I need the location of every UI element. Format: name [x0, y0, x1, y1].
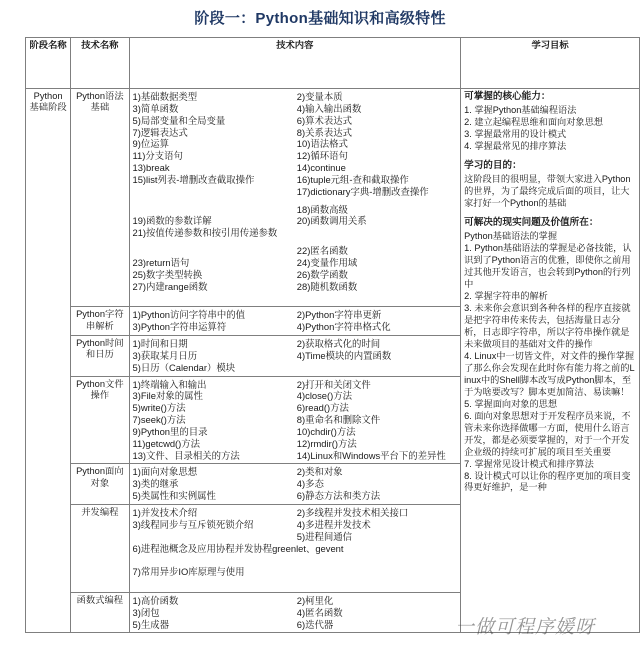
- content-item: 14)Linux和Windows平台下的差异性: [296, 449, 446, 461]
- tech-content-cell: [129, 376, 461, 464]
- content-item: 5)类属性和实例属性: [132, 490, 216, 502]
- content-item-grid: [133, 309, 458, 333]
- tech-name-cell: Python面向对象: [71, 464, 129, 505]
- goal-heading: 可解决的现实问题及价值所在：: [464, 217, 599, 229]
- content-item: 2)类和对象: [296, 466, 343, 478]
- content-item-blank: [297, 362, 457, 374]
- content-item: 1)时间和日期: [132, 338, 188, 350]
- content-item: 3)Python字符串运算符: [132, 321, 227, 333]
- table-header: [26, 38, 640, 89]
- content-item: 8)重命名和删除文件: [296, 414, 381, 426]
- content-item: 10)chdir()方法: [296, 425, 356, 437]
- content-item: 5)生成器: [132, 618, 169, 630]
- content-item: 7)常用异步IO库原理与使用: [132, 566, 245, 578]
- content-item: 11)getcwd()方法: [132, 437, 201, 449]
- content-item: 6)静态方法和类方法: [296, 490, 381, 502]
- tech-name-cell: Python时间和日历: [71, 336, 129, 377]
- content-item: 10)语法格式: [296, 138, 348, 150]
- goal-paragraph: 1. 掌握Python基础编程语法: [464, 105, 577, 116]
- content-item: 6)算术表达式: [296, 114, 353, 126]
- goal-paragraph: 7. 掌握常见设计模式和排序算法: [464, 458, 594, 469]
- page-title: 阶段一：Python基础知识和高级特性: [194, 10, 446, 27]
- content-item: 23)return语句: [132, 256, 190, 268]
- content-item: 25)数字类型转换: [132, 268, 203, 280]
- content-item: 16)tuple元组-查和截取操作: [296, 173, 409, 185]
- content-item: 4)匿名函数: [296, 606, 343, 618]
- learning-goal-cell: [461, 89, 640, 633]
- content-item: 4)Time模块的内置函数: [296, 349, 392, 361]
- content-item: 1)并发技术介绍: [132, 507, 198, 518]
- goal-paragraph: 2. 建立起编程思维和面向对象思想: [464, 117, 603, 128]
- content-item: 6)进程池概念及应用协程并发协程greenlet、gevent: [132, 542, 344, 554]
- stage-name-cell: Python基础阶段: [26, 89, 71, 633]
- curriculum-table: [25, 37, 640, 633]
- content-item-blank: [133, 554, 293, 566]
- table-body: [26, 89, 640, 633]
- content-item: 14)continue: [296, 162, 346, 174]
- content-item-blank: [133, 293, 293, 305]
- content-item-blank: [133, 531, 293, 543]
- content-item: 12)rmdir()方法: [296, 437, 357, 449]
- content-item-grid: [133, 338, 458, 374]
- content-item-blank: [133, 245, 293, 257]
- goal-paragraph: 2. 掌握字符串的解析: [464, 291, 548, 302]
- column-header-goal: 学习目标: [461, 38, 640, 89]
- content-item: 3)类的继承: [132, 478, 179, 490]
- content-item: 28)随机数函数: [296, 280, 358, 292]
- tech-content-cell: [129, 89, 461, 307]
- content-item: 20)函数调用关系: [296, 215, 367, 227]
- goal-paragraph: 8. 设计模式可以让你的程序更加的项目变得更好维护，是一种: [464, 470, 631, 493]
- goal-heading: 可掌握的核心能力：: [464, 91, 551, 102]
- tech-name-cell: 函数式编程: [71, 592, 129, 633]
- table-header-row: [26, 38, 640, 89]
- tech-content-cell: [129, 505, 461, 593]
- content-item: 4)Python字符串格式化: [296, 321, 391, 333]
- content-item: 7)seek()方法: [132, 414, 186, 426]
- content-item: 24)变量作用域: [296, 256, 358, 268]
- content-item: 2)变量本质: [296, 91, 343, 102]
- goal-paragraph: 1. Python基础语法的掌握是必备技能，认识到了Python语言的优雅，即使你之前用过其他开发语言，也会转到Python的行列中: [464, 243, 632, 290]
- content-item: 17)dictionary字典-增删改查操作: [296, 185, 429, 197]
- content-item-blank: [133, 204, 293, 216]
- content-item: 1)高价函数: [132, 594, 179, 606]
- content-item: 2)多线程并发技术相关接口: [296, 507, 409, 518]
- table-row: [26, 89, 640, 307]
- content-item: 1)终端输入和输出: [132, 378, 207, 390]
- content-item-grid: [133, 379, 458, 462]
- content-item: 18)函数高级: [296, 203, 348, 215]
- content-item: 27)内建range函数: [132, 280, 208, 292]
- content-item: 1)Python访问字符串中的值: [132, 309, 246, 321]
- goal-paragraph: 这阶段目的很明显，带领大家进入Python的世界，为了最终完成后面的项目，让大家打好一个Python的基础: [464, 174, 631, 209]
- goal-heading: 学习的目的：: [464, 160, 522, 172]
- watermark-text: 一做可程序媛呀: [455, 617, 596, 638]
- content-item: 3)File对象的属性: [132, 390, 203, 402]
- content-item: 4)多态: [296, 478, 324, 490]
- content-item: 9)Python里的目录: [132, 425, 208, 437]
- column-header-stage: 阶段名称: [26, 38, 71, 89]
- content-item: 3)线程同步与互斥锁死锁介绍: [132, 518, 254, 530]
- content-item: 2)Python字符串更新: [296, 309, 382, 321]
- content-item: 7)逻辑表达式: [132, 126, 188, 138]
- goal-paragraph: 3. 掌握最常用的设计模式: [464, 129, 567, 140]
- content-item-blank: [133, 186, 293, 198]
- content-item: 1)面向对象思想: [132, 466, 198, 478]
- goal-paragraph: Python基础语法的掌握: [464, 231, 558, 242]
- content-item: 1)基础数据类型: [132, 91, 198, 102]
- content-item-grid: [133, 466, 458, 502]
- content-item: 11)分支语句: [132, 150, 183, 162]
- tech-name-cell: 并发编程: [71, 505, 129, 593]
- goal-paragraph: 6. 面向对象思想对于开发程序员来说，不管未来你选择做哪一方面，使用什么语言开发，都是必须要掌握的，对于一个开发企业级的持续可扩展的项目至关重要: [464, 410, 631, 457]
- content-item: 19)函数的参数详解: [132, 215, 212, 227]
- content-item: 26)数学函数: [296, 268, 348, 280]
- content-item: 5)进程间通信: [296, 530, 353, 542]
- content-item: 4)多进程并发技术: [296, 518, 371, 530]
- content-item: 9)位运算: [132, 138, 169, 150]
- content-item: 21)按值传递参数和按引用传递参数: [132, 227, 278, 239]
- content-item: 5)局部变量和全局变量: [132, 114, 226, 126]
- content-item: 6)read()方法: [296, 402, 349, 414]
- column-header-tech: 技术名称: [71, 38, 129, 89]
- content-item: 12)循环语句: [296, 150, 348, 162]
- tech-content-cell: [129, 464, 461, 505]
- content-item-grid: [133, 595, 458, 631]
- content-item: 4)输入输出函数: [296, 102, 362, 114]
- content-item: 4)close()方法: [296, 390, 353, 402]
- content-item: 6)迭代器: [296, 618, 334, 630]
- tech-name-cell: Python文件操作: [71, 376, 129, 464]
- content-item: 2)柯里化: [296, 594, 334, 606]
- goal-paragraph: 3. 未来你会意识到各种各样的程序直接就是把字符串传来传去，包括海量日志分析，日志即字符串，所以字符串操作就是未来做项目的基础对文件的操作: [464, 303, 631, 350]
- content-item: 5)write()方法: [132, 402, 186, 414]
- content-item: 3)简单函数: [132, 102, 179, 114]
- content-item: 8)关系表达式: [296, 126, 353, 138]
- content-item-grid: [133, 507, 458, 590]
- goal-paragraph: 4. 掌握最常见的排序算法: [464, 141, 567, 152]
- tech-content-cell: [129, 336, 461, 377]
- content-item: 2)获取格式化的时间: [296, 338, 381, 350]
- tech-name-cell: Python字符串解析: [71, 307, 129, 336]
- tech-name-cell: Python语法基础: [71, 89, 129, 307]
- column-header-content: 技术内容: [129, 38, 461, 89]
- content-item: 3)闭包: [132, 606, 160, 618]
- content-item: 3)获取某月日历: [132, 349, 198, 361]
- goal-paragraph: 4. Linux中一切皆文件，对文件的操作掌握了那么你会发现在此时你有能力将之前的Linux中的Shell脚本改写成Python脚本，至于为啥要改写？脚本更加简洁、易读嘛！: [464, 351, 635, 397]
- content-item: 22)匿名函数: [296, 245, 348, 257]
- content-item: 13)break: [132, 162, 170, 174]
- goal-paragraph: 5. 掌握面向对象的思想: [464, 398, 558, 409]
- tech-content-cell: [129, 592, 461, 633]
- content-item: 13)文件、目录相关的方法: [132, 449, 240, 461]
- content-item-grid: [133, 91, 458, 304]
- content-item: 5)日历（Calendar）模块: [132, 361, 236, 373]
- content-item: 2)打开和关闭文件: [296, 378, 371, 390]
- tech-content-cell: [129, 307, 461, 336]
- content-item: 15)list列表-增删改查截取操作: [132, 173, 255, 185]
- content-item-blank: [133, 578, 293, 590]
